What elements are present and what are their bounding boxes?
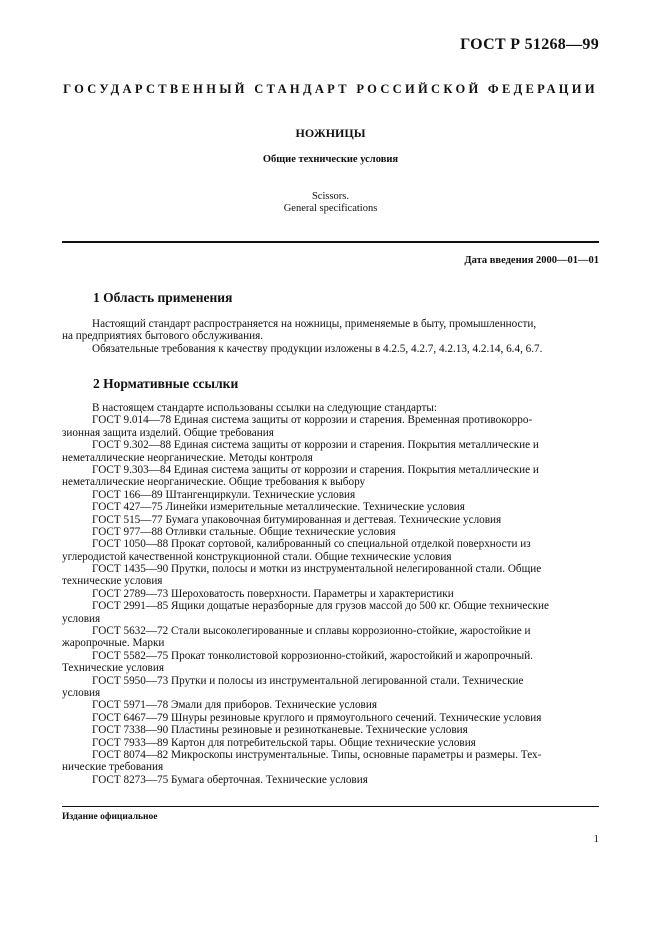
reference-line: неметаллические неорганические. Общие требования к выбору — [62, 476, 366, 489]
reference-line: ГОСТ 1050—88 Прокат сортовой, калиброванный со специальной отделкой поверхности из — [92, 538, 531, 551]
reference-line: ГОСТ 2789—73 Шероховатость поверхности. Параметры и характеристики — [92, 587, 454, 600]
reference-line: ГОСТ 9.014—78 Единая система защиты от коррозии и старения. Временная противокорро- — [92, 414, 533, 427]
section-1-body — [62, 318, 599, 355]
section-2-heading: 2 Нормативные ссылки — [93, 376, 239, 391]
reference-line: углеродистой качественной конструкционной стали. Общие технические условия — [62, 550, 452, 563]
reference-line: жаропрочные. Марки — [62, 637, 165, 650]
english-title-line-2: General specifications — [283, 203, 378, 214]
reference-line: ГОСТ 1435—90 Прутки, полосы и мотки из инструментальной нелегированной стали. Общие — [92, 563, 542, 576]
reference-line: ГОСТ 6467—79 Шнуры резиновые круглого и прямоугольного сечений. Технические условия — [92, 711, 542, 724]
reference-line: ГОСТ 7338—90 Пластины резиновые и резинотканевые. Технические условия — [92, 724, 468, 737]
reference-line: ГОСТ 977—88 Отливки стальные. Общие технические условия — [92, 525, 396, 538]
reference-line: ГОСТ 427—75 Линейки измерительные металлические. Технические условия — [92, 501, 465, 514]
english-title-line-1: Scissors. — [311, 191, 350, 202]
reference-line: условия — [62, 686, 101, 699]
reference-line: ГОСТ 166—89 Штангенциркули. Технические условия — [92, 488, 356, 501]
paragraph-line: на предприятиях бытового обслуживания. — [62, 330, 264, 343]
reference-line: ГОСТ 5632—72 Стали высоколегированные и сплавы коррозионно-стойкие, жаростойкие и — [92, 625, 531, 638]
reference-line: ГОСТ 5582—75 Прокат тонколистовой коррозионно-стойкий, жаростойкий и жаропрочный. — [92, 649, 533, 662]
reference-line: ГОСТ 7933—89 Картон для потребительской тары. Общие технические условия — [92, 736, 476, 749]
reference-line: нические требования — [62, 761, 164, 774]
official-edition-note: Издание официальное — [62, 812, 158, 822]
reference-line: условия — [62, 612, 101, 625]
reference-line: технические условия — [62, 575, 163, 588]
introduction-date: Дата введения 2000—01—01 — [464, 255, 599, 266]
reference-line: неметаллические неорганические. Методы контроля — [62, 451, 313, 464]
reference-line: ГОСТ 9.302—88 Единая система защиты от коррозии и старения. Покрытия металлические и — [92, 439, 539, 452]
state-standard-heading: ГОСУДАРСТВЕННЫЙ СТАНДАРТ РОССИЙСКОЙ ФЕДЕРАЦИИ — [63, 82, 598, 96]
reference-line: ГОСТ 515—77 Бумага упаковочная битумированная и дегтевая. Технические условия — [92, 513, 502, 526]
paragraph-line: Настоящий стандарт распространяется на ножницы, применяемые в быту, промышленности, — [92, 318, 537, 330]
section-1-heading: 1 Область применения — [93, 290, 233, 305]
reference-line: Технические условия — [62, 662, 164, 675]
document-title: НОЖНИЦЫ — [295, 126, 366, 140]
paragraph-line: Обязательные требования к качеству продукции изложены в 4.2.5, 4.2.7, 4.2.13, 4.2.14, 6.4, 6.7. — [92, 342, 543, 355]
title-divider — [62, 241, 599, 243]
reference-line: зионная защита изделий. Общие требования — [62, 426, 274, 439]
reference-line: ГОСТ 2991—85 Ящики дощатые неразборные для грузов массой до 500 кг. Общие технические — [92, 600, 549, 613]
section-2-body — [62, 402, 599, 786]
paragraph-line: В настоящем стандарте использованы ссылки на следующие стандарты: — [92, 402, 437, 414]
reference-line: ГОСТ 8074—82 Микроскопы инструментальные. Типы, основные параметры и размеры. Тех- — [92, 748, 542, 761]
footer-divider — [62, 806, 599, 807]
page-number: 1 — [593, 833, 599, 845]
reference-line: ГОСТ 5971—78 Эмали для приборов. Технические условия — [92, 699, 377, 712]
reference-line: ГОСТ 5950—73 Прутки и полосы из инструментальной легированной стали. Технические — [92, 674, 524, 687]
english-title — [0, 191, 661, 215]
document-subtitle: Общие технические условия — [262, 154, 399, 165]
standard-code: ГОСТ Р 51268—99 — [460, 36, 599, 53]
reference-line: ГОСТ 9.303—84 Единая система защиты от коррозии и старения. Покрытия металлические и — [92, 463, 539, 476]
reference-line: ГОСТ 8273—75 Бумага оберточная. Технические условия — [92, 773, 368, 786]
